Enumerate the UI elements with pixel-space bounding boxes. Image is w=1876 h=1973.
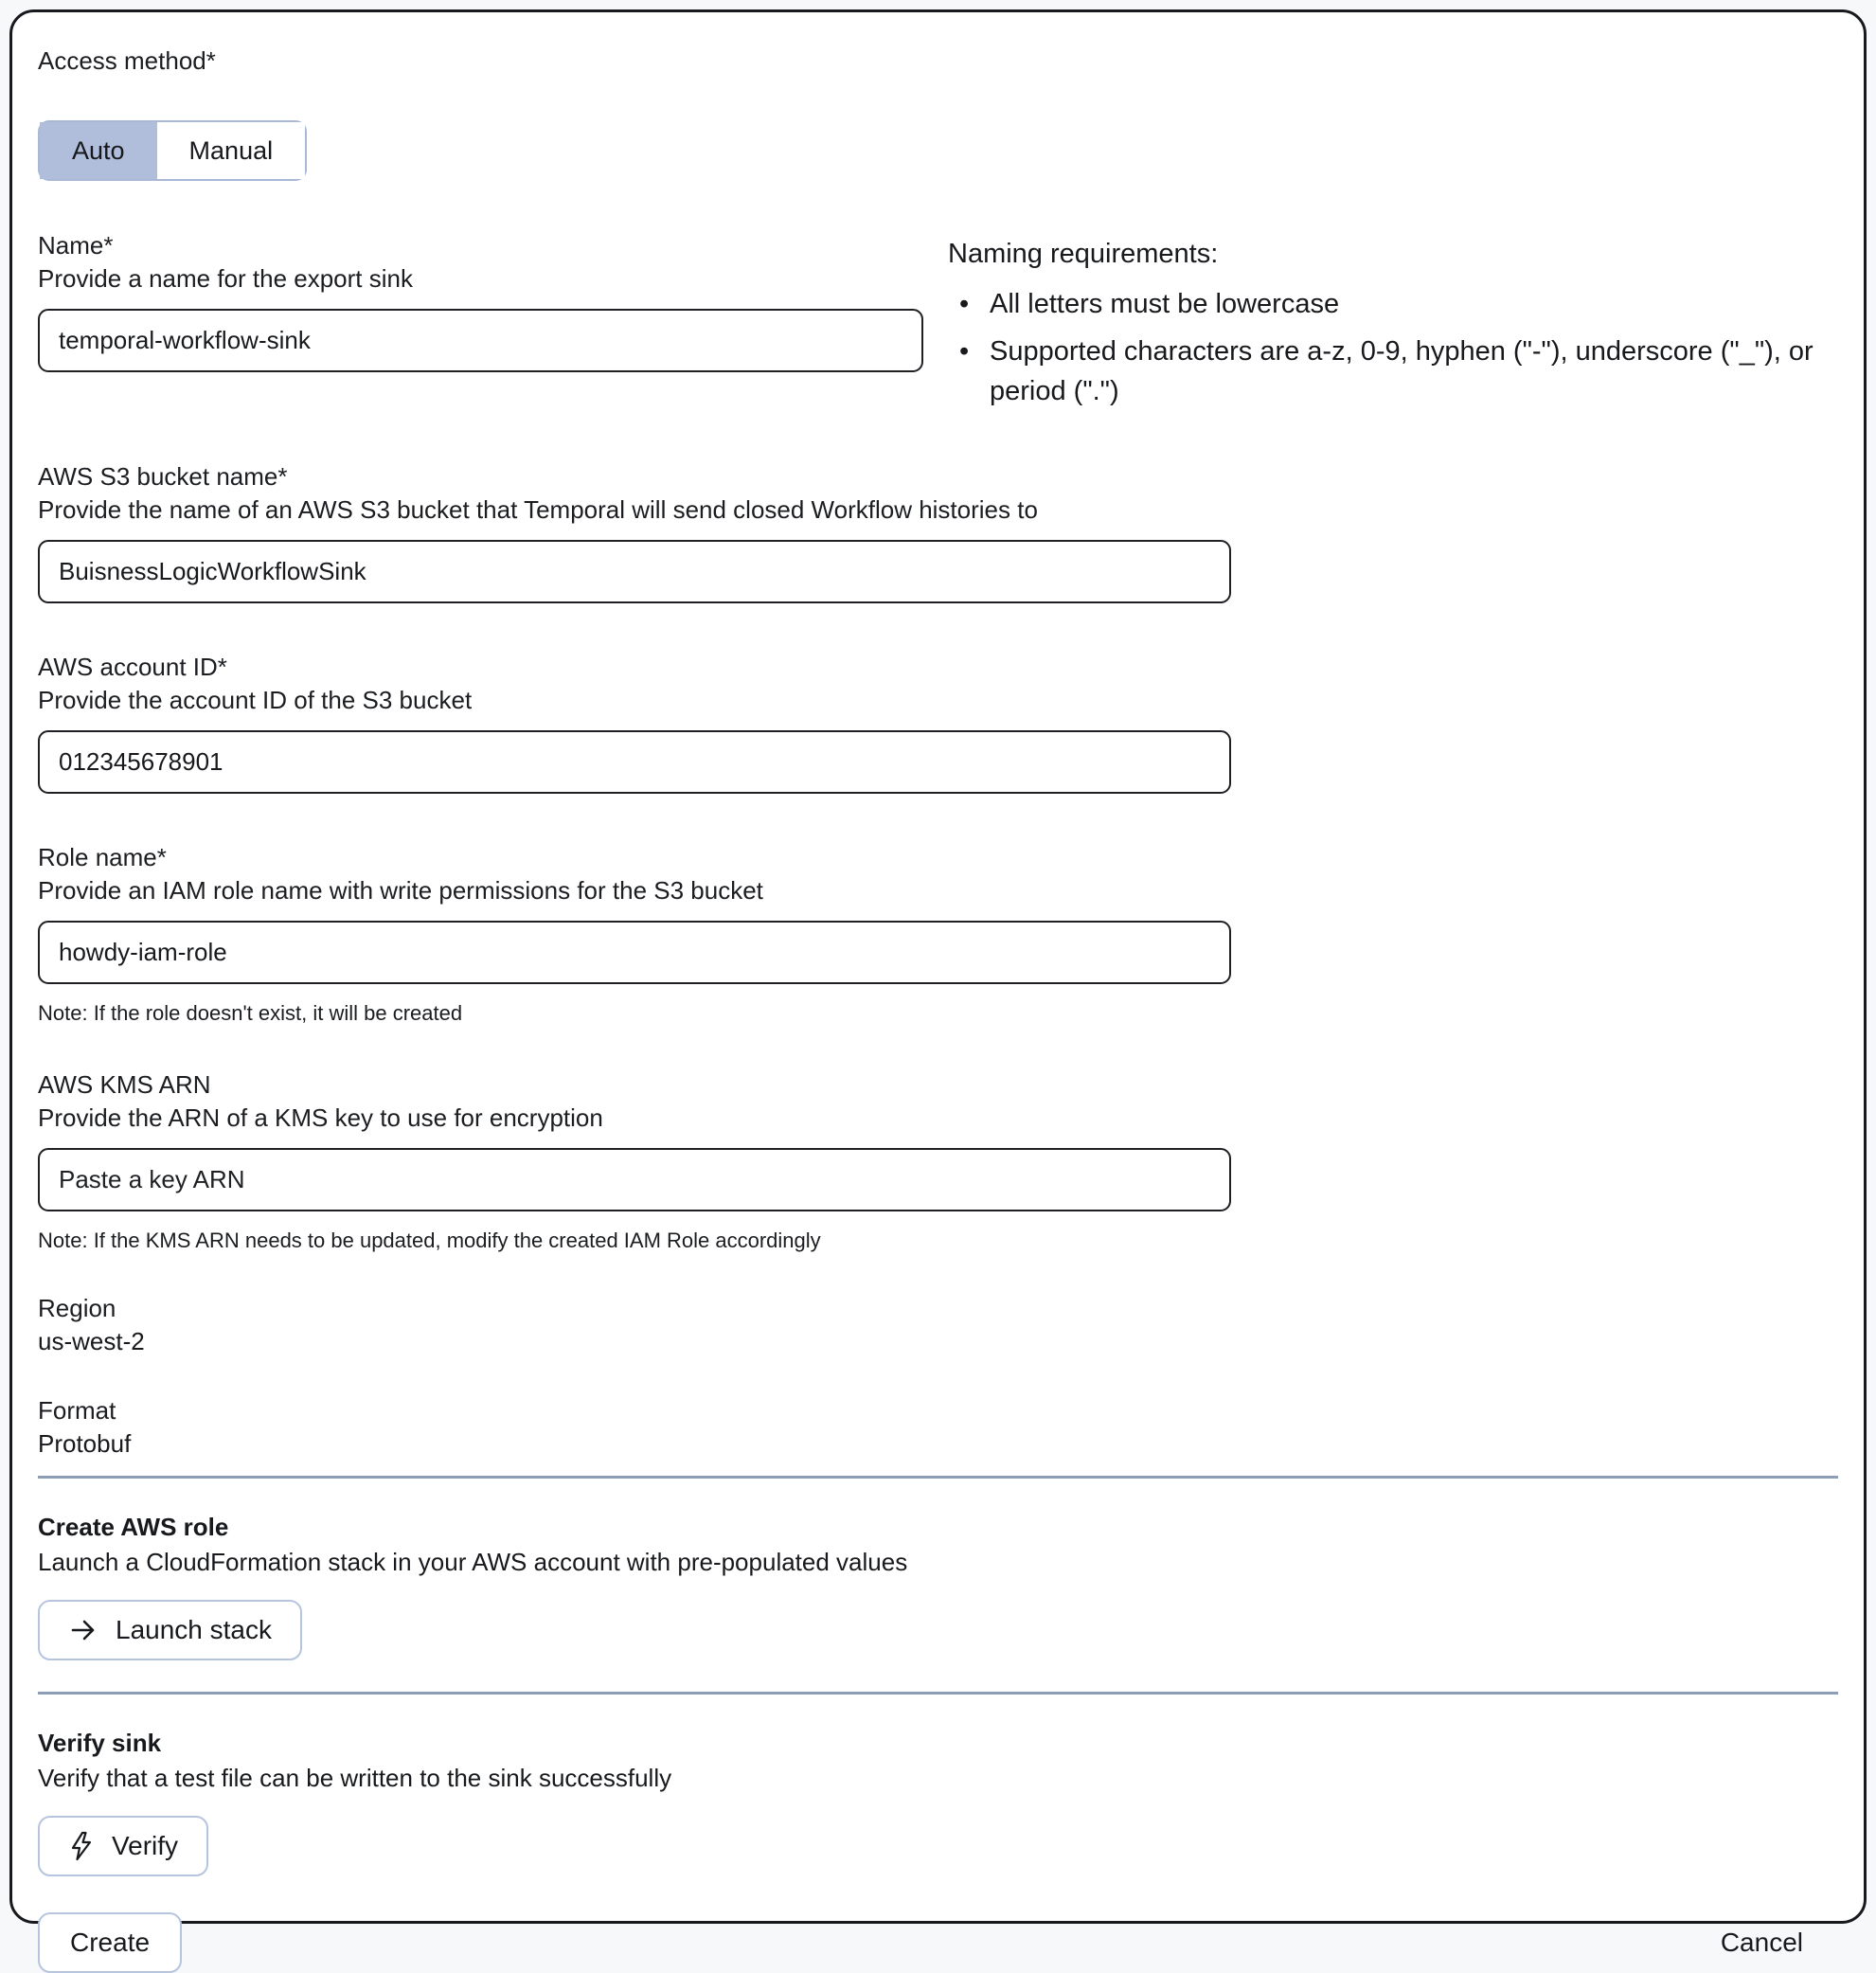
role-note: Note: If the role doesn't exist, it will be created bbox=[38, 1001, 463, 1025]
verify-sink-description: Verify that a test file can be written to the sink successfully bbox=[38, 1764, 672, 1792]
access-method-label: Access method* bbox=[38, 46, 216, 75]
name-field-label: Name* bbox=[38, 231, 114, 260]
account-id-input[interactable] bbox=[38, 730, 1231, 794]
kms-arn-input[interactable] bbox=[38, 1148, 1231, 1211]
region-block bbox=[38, 1292, 1838, 1358]
role-name-input[interactable] bbox=[38, 921, 1231, 984]
cancel-button[interactable]: Cancel bbox=[1720, 1928, 1803, 1957]
naming-requirements-title: Naming requirements: bbox=[948, 239, 1219, 269]
access-method-toggle bbox=[38, 120, 307, 181]
account-field-description: Provide the account ID of the S3 bucket bbox=[38, 686, 473, 714]
bucket-field-label: AWS S3 bucket name* bbox=[38, 462, 288, 491]
export-sink-form-card bbox=[9, 9, 1867, 1957]
toggle-option-manual[interactable]: Manual bbox=[157, 122, 306, 179]
create-role-description: Launch a CloudFormation stack in your AWS account with pre-populated values bbox=[38, 1548, 908, 1576]
create-button[interactable]: Create bbox=[38, 1912, 182, 1973]
role-field-label: Role name* bbox=[38, 843, 167, 871]
create-role-section bbox=[38, 1513, 1838, 1660]
form-actions bbox=[38, 1912, 1838, 1973]
role-field-description: Provide an IAM role name with write permissions for the S3 bucket bbox=[38, 876, 763, 905]
kms-note: Note: If the KMS ARN needs to be updated, modify the created IAM Role accordingly bbox=[38, 1229, 821, 1252]
lightning-icon bbox=[68, 1831, 95, 1861]
role-field bbox=[38, 841, 1838, 1026]
toggle-option-auto[interactable]: Auto bbox=[40, 122, 157, 179]
format-block bbox=[38, 1394, 1838, 1461]
launch-stack-label: Launch stack bbox=[116, 1615, 272, 1644]
bucket-field bbox=[38, 460, 1838, 603]
bucket-field-description: Provide the name of an AWS S3 bucket that Temporal will send closed Workflow histories to bbox=[38, 495, 1038, 524]
kms-field bbox=[38, 1068, 1838, 1253]
section-divider bbox=[38, 1692, 1838, 1695]
naming-requirement-item: • All letters must be lowercase bbox=[948, 284, 1838, 324]
naming-requirement-item: • Supported characters are a-z, 0-9, hyphen ("-"), underscore ("_"), or period (".") bbox=[948, 332, 1838, 411]
create-role-title: Create AWS role bbox=[38, 1513, 229, 1541]
section-divider bbox=[38, 1476, 1838, 1479]
format-label: Format bbox=[38, 1396, 116, 1425]
bucket-input[interactable] bbox=[38, 540, 1231, 603]
verify-button[interactable] bbox=[38, 1816, 208, 1876]
kms-field-label: AWS KMS ARN bbox=[38, 1070, 211, 1099]
arrow-right-icon bbox=[68, 1615, 98, 1645]
name-input[interactable] bbox=[38, 309, 923, 372]
verify-sink-section bbox=[38, 1729, 1838, 1876]
verify-button-label: Verify bbox=[112, 1831, 179, 1860]
region-label: Region bbox=[38, 1294, 116, 1322]
account-field bbox=[38, 651, 1838, 794]
kms-field-description: Provide the ARN of a KMS key to use for encryption bbox=[38, 1103, 603, 1132]
naming-requirements bbox=[948, 229, 1838, 411]
region-value: us-west-2 bbox=[38, 1327, 145, 1355]
launch-stack-button[interactable] bbox=[38, 1600, 302, 1660]
account-field-label: AWS account ID* bbox=[38, 653, 227, 681]
name-field bbox=[38, 229, 948, 372]
verify-sink-title: Verify sink bbox=[38, 1729, 162, 1757]
format-value: Protobuf bbox=[38, 1429, 132, 1458]
name-field-description: Provide a name for the export sink bbox=[38, 264, 413, 293]
